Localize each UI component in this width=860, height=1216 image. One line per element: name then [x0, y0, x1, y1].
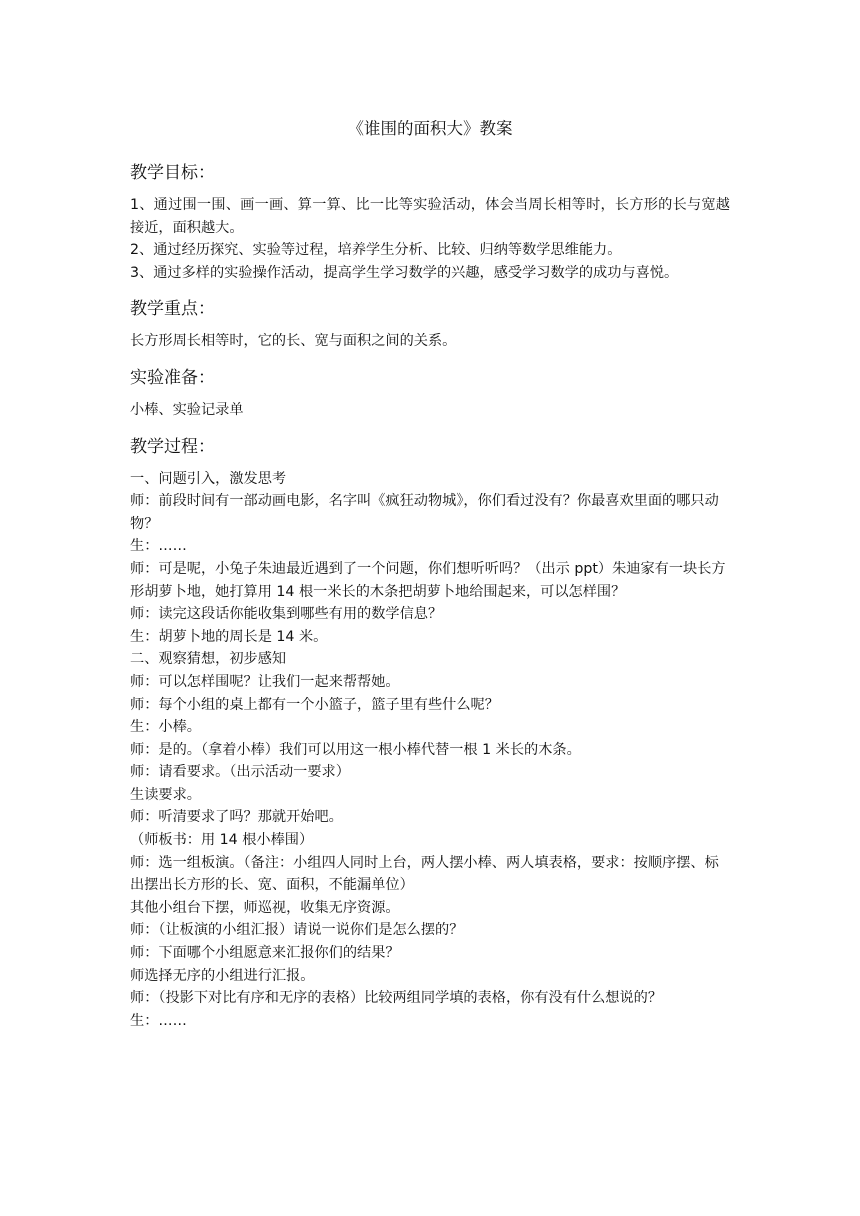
- document-title: 《谁围的面积大》教案: [347, 119, 513, 138]
- goals-list: [130, 194, 730, 284]
- process-line: 生：……: [130, 538, 187, 555]
- process-line: （师板书：用 14 根小棒围）: [130, 832, 314, 849]
- process-line: 师：前段时间有一部动画电影，名字叫《疯狂动物城》，你们看过没有？你最喜欢里面的哪只动物？: [130, 493, 719, 532]
- preparation-heading: 实验准备：: [130, 367, 215, 388]
- goal-item: 3、通过多样的实验操作活动，提高学生学习数学的兴趣，感受学习数学的成功与喜悦。: [130, 264, 679, 281]
- process-line: 一、问题引入，激发思考: [130, 470, 287, 487]
- process-line: 师：每个小组的桌上都有一个小篮子，篮子里有些什么呢？: [130, 696, 499, 713]
- goals-heading: 教学目标：: [130, 163, 215, 183]
- process-line: 师：听清要求了吗？那就开始吧。: [130, 809, 343, 826]
- preparation-text: [130, 399, 730, 422]
- document-page: [130, 116, 730, 1032]
- process-line: 师：选一组板演。（备注：小组四人同时上台，两人摆小棒、两人填表格，要求：按顺序摆、标出摆出长方形的长、宽、面积，不能漏单位）: [130, 854, 719, 894]
- process-line: 师：是的。（拿着小棒）我们可以用这一根小棒代替一根 1 米长的木条。: [130, 741, 581, 758]
- process-line: 生：……: [130, 1012, 187, 1029]
- process-line: 师：读完这段话你能收集到哪些有用的数学信息？: [130, 606, 443, 623]
- process-line: 师：请看要求。（出示活动一要求）: [130, 764, 350, 781]
- process-line: 生读要求。: [130, 786, 201, 803]
- process-line: 师：可以怎样围呢？让我们一起来帮帮她。: [130, 673, 400, 690]
- process-line: 生：胡萝卜地的周长是 14 米。: [130, 628, 328, 645]
- goal-item: 2、通过经历探究、实验等过程，培养学生分析、比较、归纳等数学思维能力。: [130, 242, 622, 259]
- process-line: 二、观察猜想，初步感知: [130, 651, 287, 668]
- process-line: 师选择无序的小组进行汇报。: [130, 967, 315, 984]
- process-line: 师：（投影下对比有序和无序的表格）比较两组同学填的表格，你有没有什么想说的？: [130, 990, 663, 1007]
- process-body: [130, 468, 730, 1033]
- key-point-item: 长方形周长相等时，它的长、宽与面积之间的关系。: [130, 333, 457, 350]
- process-line: 师：（让板演的小组汇报）请说一说你们是怎么摆的？: [130, 922, 464, 939]
- process-line: 其他小组台下摆，师巡视，收集无序资源。: [130, 899, 400, 916]
- preparation-item: 小棒、实验记录单: [130, 401, 244, 418]
- process-heading: 教学过程：: [130, 436, 215, 457]
- process-line: 师：下面哪个小组愿意来汇报你们的结果？: [130, 945, 400, 962]
- goal-item: 1、通过围一围、画一画、算一算、比一比等实验活动，体会当周长相等时，长方形的长与宽越接近，面积越大。: [130, 197, 730, 236]
- key-points-text: [130, 330, 730, 353]
- process-line: 生：小棒。: [130, 719, 201, 736]
- process-line: 师：可是呢，小兔子朱迪最近遇到了一个问题，你们想听听吗？（出示 ppt）朱迪家有一块长方形胡萝卜地，她打算用 14 根一米长的木条把胡萝卜地给围起来，可以怎样围？: [130, 560, 726, 600]
- key-points-heading: 教学重点：: [130, 299, 215, 320]
